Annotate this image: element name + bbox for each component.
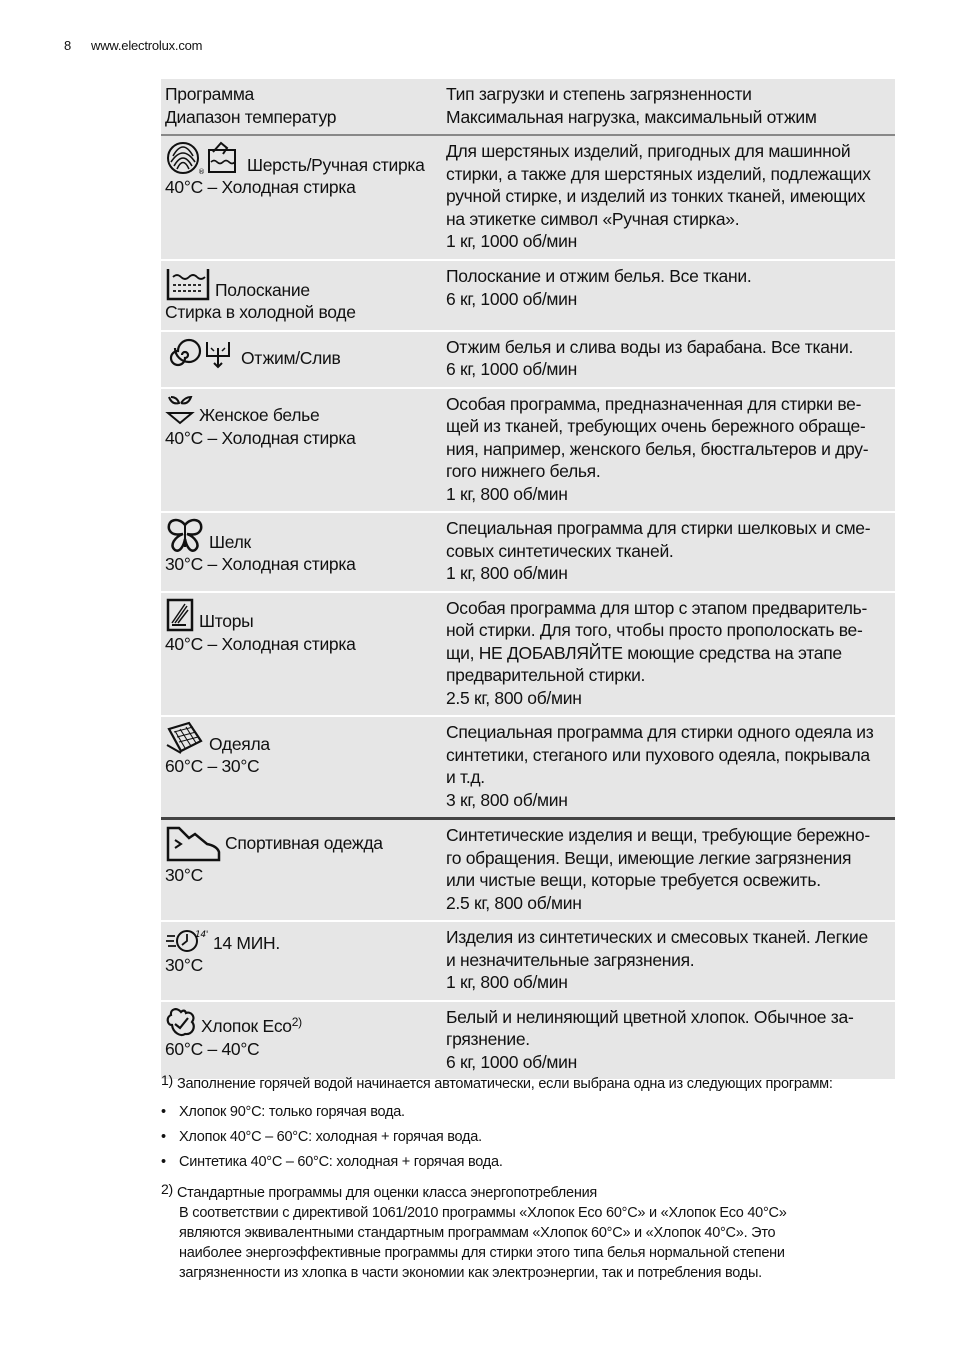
col-header-programme: Программа Диапазон температур [161, 79, 442, 135]
col-header-load: Тип загрузки и степень загрязненности Максимальная нагрузка, максимальный отжим [442, 79, 895, 135]
programme-name: Шерсть/Ручная стирка [247, 154, 425, 175]
programme-cell [161, 331, 442, 388]
temperature-range: 30°C [165, 865, 203, 885]
programme-cell [161, 512, 442, 592]
description-cell: Особая программа для штор с этапом предваритель- ной стирки. Для того, чтобы просто прополоскать ве- щи, НЕ ДОБАВЛЯЙТЕ моющие средства на этапе предварительной стирки. 2.5 кг, 800 об/мин [442, 592, 895, 717]
temperature-range: 30°C [165, 955, 203, 975]
programme-name: Шелк [209, 531, 251, 552]
sportswear-icon [165, 824, 221, 864]
table-row [161, 512, 895, 592]
programme-name: Женское белье [199, 405, 320, 425]
description-cell: Изделия из синтетических и смесовых тканей. Легкие и незначительные загрязнения. 1 кг, 800 об/мин [442, 921, 895, 1001]
table-row [161, 819, 895, 922]
quick-14-min-icon [165, 926, 209, 954]
footnote-2-title: Стандартные программы для оценки класса энергопотребления [176, 1185, 598, 1201]
description-cell: Специальная программа для стирки одного одеяла из синтетики, стеганого или пухового одеяла, покрывала и т.д. 3 кг, 800 об/мин [442, 716, 895, 819]
temperature-range: 40°C – Холодная стирка [165, 633, 356, 654]
table-row [161, 135, 895, 260]
max-load: 1 кг, 800 об/мин [446, 972, 568, 992]
programme-name: Отжим/Слив [241, 348, 341, 368]
footnote-bullet-list [161, 1100, 901, 1175]
temperature-range: 40°C – Холодная стирка [165, 177, 356, 197]
footnotes [161, 1070, 901, 1283]
description-cell: Белый и нелиняющий цветной хлопок. Обычное за- грязнение. 6 кг, 1000 об/мин [442, 1001, 895, 1080]
list-item: • Хлопок 90°C: только горячая вода. [161, 1100, 901, 1125]
max-load: 6 кг, 1000 об/мин [446, 288, 578, 309]
programme-name: Шторы [199, 611, 254, 631]
programme-name: Полоскание [215, 279, 310, 300]
temperature-range: 40°C – Холодная стирка [165, 427, 356, 448]
page-number: 8 [64, 38, 72, 53]
site-url[interactable]: www.electrolux.com [91, 38, 203, 53]
footnote-2: 2) Стандартные программы для оценки класса энергопотребления В соответствии с директивой 1061/2010 программы «Хлопок Eco 60°C» и «Хлопок Eco 40°C» являются эквивалентными стандартным программам «Хлопок 60°C» и «Хлопок 40°C». Это наиболее энергоэффективные программы для стирки этого типа белья нормальной степени загрязненности из хлопка в части экономии как электроэнергии, так и потребления воды. [161, 1181, 787, 1281]
programme-name: Хлопок Eco$^{2)}$ [201, 1015, 302, 1036]
cotton-eco-icon [165, 1006, 197, 1038]
table-header-row [161, 79, 895, 135]
list-item: • Синтетика 40°C – 60°C: холодная + горячая вода. [161, 1150, 901, 1175]
max-load: 1 кг, 800 об/мин [446, 563, 568, 583]
table-row [161, 388, 895, 513]
page-header [64, 38, 202, 53]
description-cell: Для шерстяных изделий, пригодных для машинной стирки, а также для шерстяных изделий, подлежащих ручной стирке, и изделий из тонких тканей, имеющих на этикетке символ «Ручная стирка». 1 кг, 1000 об/мин [442, 135, 895, 260]
rinse-icon [165, 265, 211, 301]
description-cell: Полоскание и отжим белья. Все ткани. 6 кг, 1000 об/мин [442, 260, 895, 331]
table-row [161, 921, 895, 1001]
programme-cell [161, 819, 442, 922]
list-item: • Хлопок 40°C – 60°C: холодная + горячая вода. [161, 1125, 901, 1150]
curtains-icon [165, 597, 195, 633]
max-load: 3 кг, 800 об/мин [446, 789, 568, 810]
spin-drain-icon [165, 336, 237, 370]
programme-table [161, 79, 895, 1079]
duvet-icon [165, 721, 205, 755]
programme-cell [161, 592, 442, 717]
programme-cell [161, 716, 442, 819]
temperature-range: 60°C – 30°C [165, 756, 260, 776]
max-load: 6 кг, 1000 об/мин [446, 1051, 578, 1072]
footnote-marker: 2) [291, 1015, 302, 1029]
silk-icon [165, 517, 205, 553]
max-load: 1 кг, 800 об/мин [446, 483, 568, 504]
footnote-1: 1) Заполнение горячей водой начинается автоматически, если выбрана одна из следующих программ: [161, 1072, 833, 1092]
programme-cell [161, 388, 442, 513]
max-load: 2.5 кг, 800 об/мин [446, 892, 582, 913]
max-load: 1 кг, 1000 об/мин [446, 231, 578, 251]
lingerie-icon [165, 393, 195, 427]
description-cell: Особая программа, предназначенная для стирки ве- щей из тканей, требующих очень бережного обраще- ния, например, женского белья, бюстгальтеров и дру- гого нижнего белья. 1 кг, 800 об/мин [442, 388, 895, 513]
temperature-range: Стирка в холодной воде [165, 302, 356, 322]
wool-handwash-icon [165, 140, 243, 176]
programme-name: 14 МИН. [213, 932, 280, 953]
table-row [161, 331, 895, 388]
svg-text:®: ® [198, 168, 205, 176]
svg-text:14': 14' [195, 930, 209, 940]
description-cell: Специальная программа для стирки шелковых и сме- совых синтетических тканей. 1 кг, 800 об/мин [442, 512, 895, 592]
programme-name: Одеяла [209, 733, 270, 754]
description-cell: Синтетические изделия и вещи, требующие бережно- го обращения. Вещи, имеющие легкие загрязнения или чистые вещи, которые требуется освежить. 2.5 кг, 800 об/мин [442, 819, 895, 922]
table-row [161, 592, 895, 717]
programme-cell [161, 921, 442, 1001]
programme-name: Спортивная одежда [225, 832, 383, 853]
table-row [161, 716, 895, 819]
description-cell: Отжим белья и слива воды из барабана. Все ткани. 6 кг, 1000 об/мин [442, 331, 895, 388]
temperature-range: 30°C – Холодная стирка [165, 554, 356, 574]
max-load: 6 кг, 1000 об/мин [446, 359, 578, 379]
programme-cell [161, 260, 442, 331]
programme-cell [161, 135, 442, 260]
table-row [161, 260, 895, 331]
max-load: 2.5 кг, 800 об/мин [446, 687, 582, 708]
temperature-range: 60°C – 40°C [165, 1038, 260, 1059]
table-row [161, 1001, 895, 1080]
programme-cell [161, 1001, 442, 1080]
